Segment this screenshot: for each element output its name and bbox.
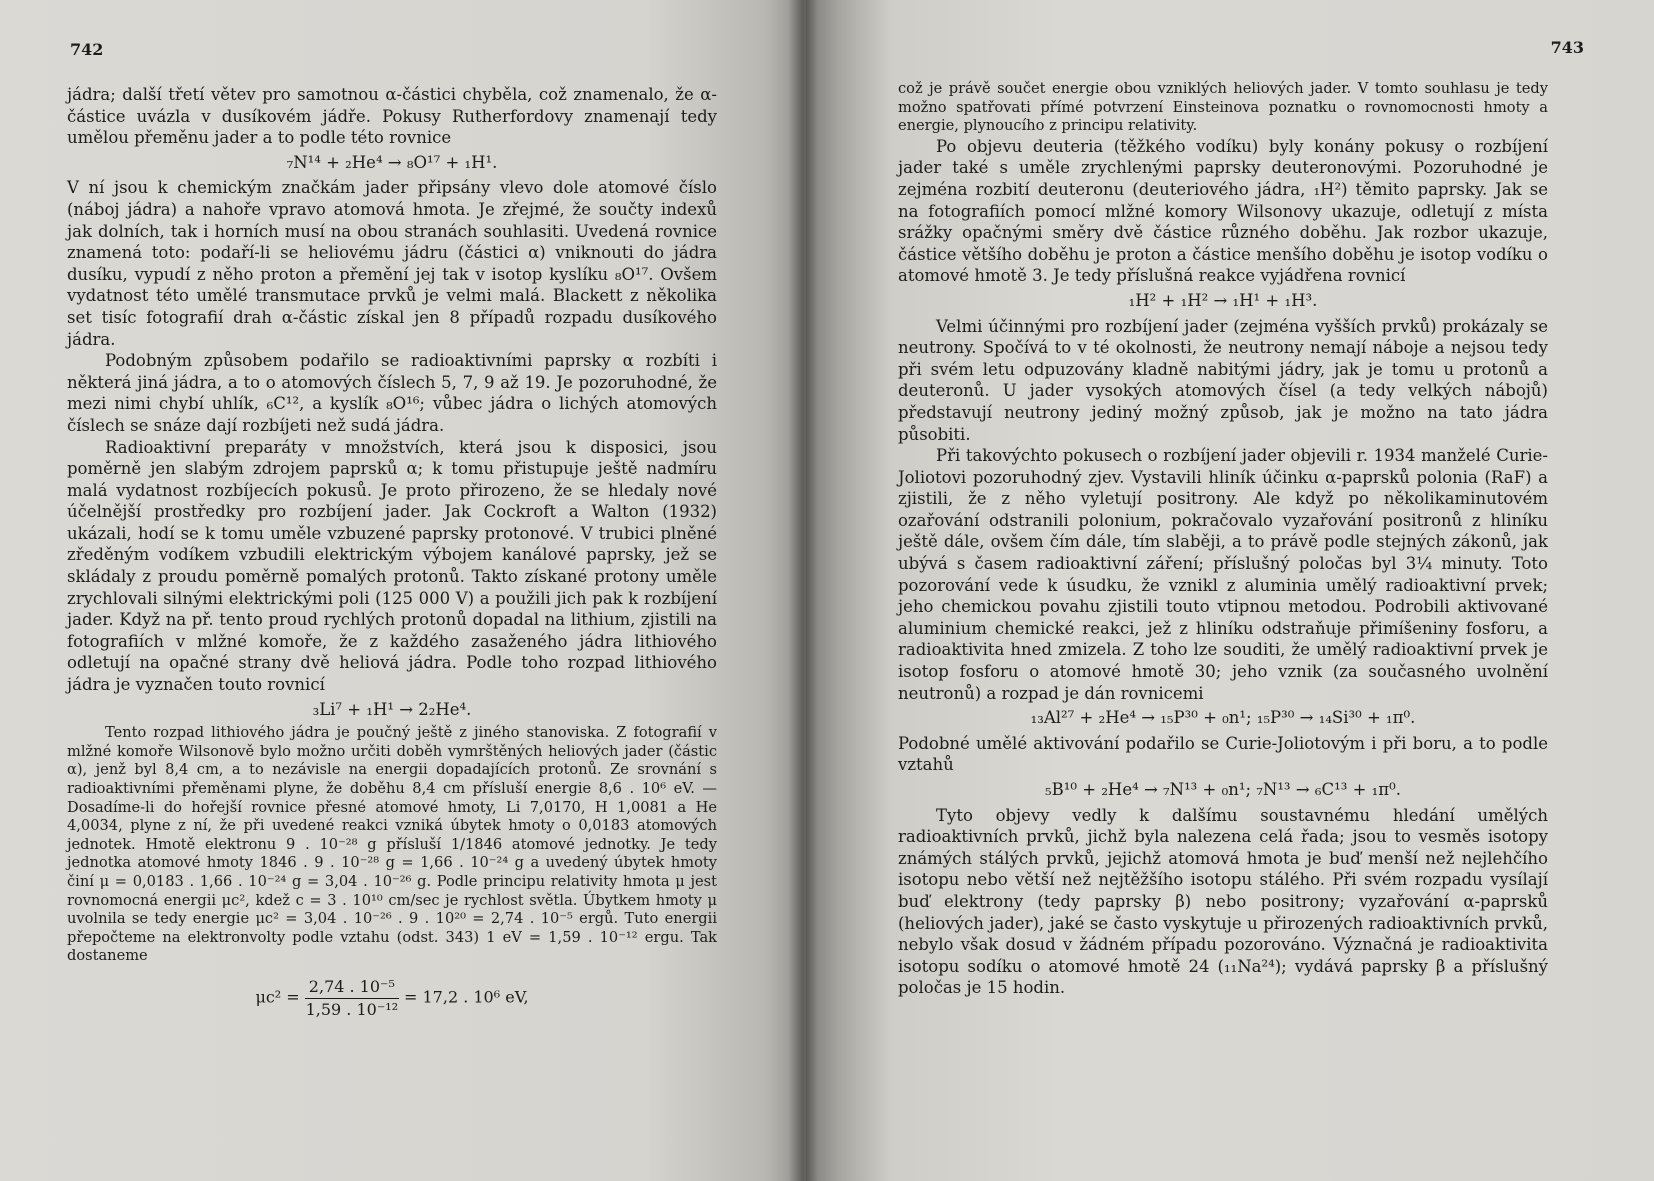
- page-number-left: 742: [70, 40, 104, 59]
- equation: ₃Li⁷ + ₁H¹ → 2₂He⁴.: [312, 699, 472, 719]
- paragraph: Radioaktivní preparáty v množstvích, která jsou k disposici, jsou poměrně jen slabým zdrojem paprsků α; k tomu přistupuje ještě nadmíru malá vydatnost rozbíjecích pokusů. Je proto přirozeno, že se hledaly nové účelnější prostředky pro rozbíjení jader. Jak Cockroft a Walton (1932) ukázali, hodí se k tomu uměle vzbuzené paprsky protonové. V trubici plněné zředěným vodíkem vzbudili elektrickým výbojem kanálové paprsky, jež se skládaly z proudu poměrně pomalých protonů. Takto získané protony uměle zrychlovali silnými elektrickými poli (125 000 V) a použili jich pak k rozbíjení jader. Když na př. tento proud rychlých protonů dopadal na lithium, zjistili na fotografiích v mlžné komoře, že z každého zasaženého jádra lithiového odletují na opačné strany dvě heliová jádra. Podle toho rozpad lithiového jádra je vyznačen touto rovnicí: [67, 437, 717, 695]
- left-page: [0, 0, 806, 1181]
- right-page-text: [898, 80, 1548, 999]
- paragraph: V ní jsou k chemickým značkám jader připsány vlevo dole atomové číslo (náboj jádra) a nahoře vpravo atomová hmota. Je zřejmé, že součty indexů jak dolních, tak i horních musí na obou stranách souhlasiti. Uvedená rovnice znamená toto: podaří-li se heliovému jádru (částici α) vniknouti do jádra dusíku, vypudí z něho proton a přemění jej tak v isotop kyslíku ₈O¹⁷. Ovšem vydatnost této umělé transmutace prvků je velmi malá. Blackett z několika set tisíc fotografií drah α-částic získal jen 8 případů rozpadu dusíkového jádra.: [67, 178, 717, 349]
- paragraph: Podobným způsobem podařilo se radioaktivními paprsky α rozbíti i některá jiná jádra, a to o atomových číslech 5, 7, 9 až 19. Je pozoruhodné, že mezi nimi chybí uhlík, ₆C¹², a kyslík ₈O¹⁶; vůbec jádra o lichých atomových číslech se snáze dají rozbíjeti než sudá jádra.: [67, 351, 717, 435]
- equation-fraction: [67, 976, 717, 1020]
- left-page-text: [67, 84, 717, 1020]
- fraction-numerator: 2,74 . 10⁻⁵: [305, 976, 399, 999]
- fraction-denominator: 1,59 . 10⁻¹²: [305, 999, 399, 1019]
- paragraph: Tyto objevy vedly k dalšímu soustavnému hledání umělých radioaktivních prvků, jichž byla nalezena celá řada; jsou to vesměs isotopy známých stálých prvků, jejichž atomová hmota je buď menší než nejlehčího isotopu nebo větší než nejtěžšího isotopu stálého. Při svém rozpadu vysílají buď elektrony (tedy paprsky β) nebo positrony; vyzařování α-paprsků (heliových jader), jaké se často vyskytuje u přirozených radioaktivních prvků, nebylo však dosud v žádném případu pozorováno. Význačná je radioaktivita isotopu sodíku o atomové hmotě 24 (₁₁Na²⁴); vydává paprsky β a příslušný poločas je 15 hodin.: [898, 805, 1548, 998]
- fraction: [305, 976, 399, 1020]
- equation: ₁₃Al²⁷ + ₂He⁴ → ₁₅P³⁰ + ₀n¹; ₁₅P³⁰ → ₁₄Si³⁰ + ₁π⁰.: [1030, 708, 1416, 728]
- page-number-right: 743: [1550, 38, 1584, 57]
- paragraph: Po objevu deuteria (těžkého vodíku) byly konány pokusy o rozbíjení jader také s uměle zrychlenými paprsky deuteronovými. Pozoruhodné je zejména rozbití deuteronu (deuteriového jádra, ₁H²) těmito paprsky. Jak se na fotografiích pomocí mlžné komory Wilsonovy ukazuje, odletují z místa srážky opačnými směry dvě částice různého doběhu. Jak rozbor ukazuje, částice většího doběhu je proton a částice menšího doběhu je isotop vodíku o atomové hmotě 3. Je tedy příslušná reakce vyjádřena rovnicí: [898, 136, 1548, 286]
- right-page: [806, 0, 1654, 1181]
- equation: ₇N¹⁴ + ₂He⁴ → ₈O¹⁷ + ₁H¹.: [286, 152, 498, 172]
- equation-rhs: = 17,2 . 10⁶ eV,: [404, 987, 529, 1007]
- equation: ₅B¹⁰ + ₂He⁴ → ₇N¹³ + ₀n¹; ₇N¹³ → ₆C¹³ + ₁π⁰.: [1045, 780, 1401, 799]
- book-gutter: [788, 0, 818, 1181]
- paragraph: Podobné umělé aktivování podařilo se Curie-Joliotovým i při boru, a to podle vztahů: [898, 733, 1548, 775]
- paragraph: Velmi účinnými pro rozbíjení jader (zejména vyšších prvků) prokázaly se neutrony. Spočívá to v té okolnosti, že neutrony nemají náboje a nejsou tedy při svém letu odpuzovány kladně nabitými jádry, jak je tomu u protonů a deuteronů. U jader vysokých atomových čísel (a tedy velkých nábojů) představují neutrony jediný možný způsob, jak je možno na tato jádra působiti.: [898, 316, 1548, 444]
- paragraph: Při takovýchto pokusech o rozbíjení jader objevili r. 1934 manželé Curie-Joliotovi pozoruhodný zjev. Vystavili hliník účinku α-paprsků polonia (RaF) a zjistili, že z něho vyletují positrony. Ale když po několikaminutovém ozařování odstranili polonium, pokračovalo vyzařování positronů z hliníku ještě dále, ovšem čím dále, tím slaběji, a to právě podle stejných zákonů, jak ubývá s časem radioaktivní záření; příslušný poločas byl 3¼ minuty. Toto pozorování vede k úsudku, že vznikl z aluminia umělý radioaktivní prvek; jeho chemickou povahu zjistili touto vtipnou metodou. Podrobili aktivované aluminium chemické reakci, jež z hliníku odstraňuje přimíšeniny fosforu, a radioaktivita hned zmizela. Z toho lze souditi, že umělý radioaktivní prvek je isotop fosforu o atomové hmotě 30; jeho vznik (za současného uvolnění neutronů) a rozpad je dán rovnicemi: [898, 446, 1548, 703]
- paragraph: což je právě součet energie obou vzniklých heliových jader. V tomto souhlasu je tedy možno spatřovati přímé potvrzení Einsteinova poznatku o rovnomocnosti hmoty a energie, plynoucího z principu relativity.: [898, 80, 1548, 135]
- equation: ₁H² + ₁H² → ₁H¹ + ₁H³.: [1128, 290, 1318, 310]
- equation-lhs: μc² =: [255, 987, 300, 1007]
- paragraph: Tento rozpad lithiového jádra je poučný ještě z jiného stanoviska. Z fotografií v mlžné komoře Wilsonově bylo možno určiti doběh vymrštěných heliových jader (částic α), jenž byl 8,4 cm, a to nezávisle na energii dopadajících protonů. Ze srovnání s radioaktivními přeměnami plyne, že doběhu 8,4 cm přísluší energie 8,6 . 10⁶ eV. — Dosadíme-li do hořejší rovnice přesné atomové hmoty, Li 7,0170, H 1,0081 a He 4,0034, plyne z ní, že při uvedené reakci vzniká úbytek hmoty o 0,0183 atomových jednotek. Hmotě elektronu 9 . 10⁻²⁸ g přísluší 1/1846 atomové jednotky. Je tedy jednotka atomové hmoty 1846 . 9 . 10⁻²⁸ g = 1,66 . 10⁻²⁴ g a uvedený úbytek hmoty činí μ = 0,0183 . 1,66 . 10⁻²⁴ g = 3,04 . 10⁻²⁶ g. Podle principu relativity hmota μ jest rovnomocná energii μc², kdež c = 3 . 10¹⁰ cm/sec je rychlost světla. Úbytkem hmoty μ uvolnila se tedy energie μc² = 3,04 . 10⁻²⁶ . 9 . 10²⁰ = 2,74 . 10⁻⁵ ergů. Tuto energii přepočteme na elektronvolty podle vztahu (odst. 343) 1 eV = 1,59 . 10⁻¹² ergu. Tak dostaneme: [67, 724, 717, 965]
- paragraph: jádra; další třetí větev pro samotnou α-částici chyběla, což znamenalo, že α-částice uvázla v dusíkovém jádře. Pokusy Rutherfordovy znamenají tedy umělou přeměnu jader a to podle této rovnice: [67, 85, 717, 148]
